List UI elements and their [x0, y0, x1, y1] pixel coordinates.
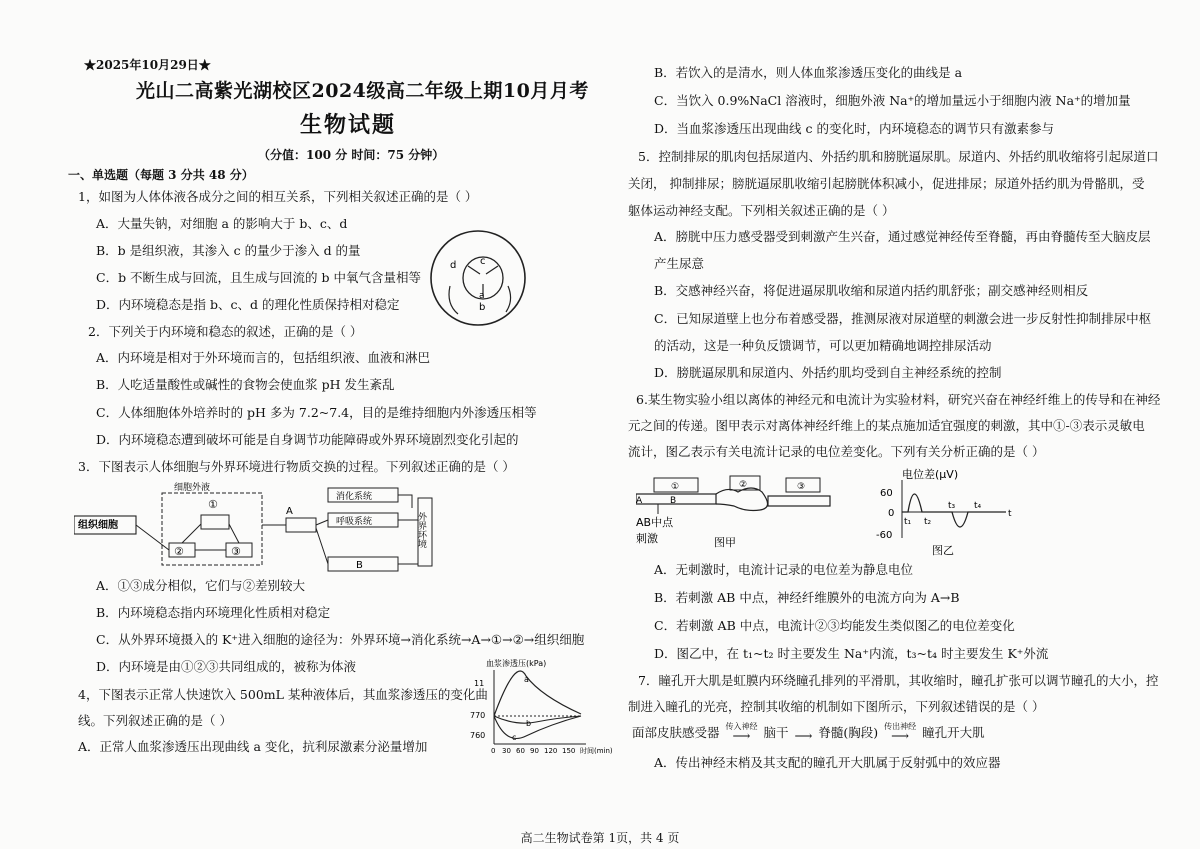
q6-option-d: D．图乙中，在 t₁~t₂ 时主要发生 Na⁺内流，t₃~t₄ 时主要发生 K⁺外流: [654, 646, 1049, 661]
q7-efferent-label: 传出神经: [884, 722, 917, 731]
q3-label-a: A: [286, 506, 293, 517]
q7-receptor: 面部皮肤感受器: [632, 725, 720, 740]
q2-option-c: C．人体细胞体外培养时的 pH 多为 7.2~7.4，目的是维持细胞内外渗透压相等: [96, 405, 537, 420]
q7-reflex-pathway: 面部皮肤感受器 传入神经 ⟶ 脑干 ⟶ 脊髓(胸段) 传出神经 ⟶ 瞳孔开大肌: [632, 722, 985, 743]
q2-stem: 2．下列关于内环境和稳态的叙述，正确的是（ ）: [88, 324, 363, 339]
q4-option-a: A．正常人血浆渗透压出现曲线 a 变化，抗利尿激素分泌量增加: [78, 739, 428, 754]
q6-point-a: A: [636, 496, 643, 506]
q6-yi-t1: t₁: [904, 517, 912, 527]
exam-meta: （分值：100 分 时间：75 分钟）: [258, 148, 445, 162]
q5-option-a-line1: A．膀胱中压力感受器受到刺激产生兴奋，通过感觉神经传至脊髓，再由脊髓传至大脑皮层: [654, 229, 1151, 244]
q7-option-a: A．传出神经末梢及其支配的瞳孔开大肌属于反射弧中的效应器: [654, 755, 1001, 770]
q3-stem: 3．下图表示人体细胞与外界环境进行物质交换的过程。下列叙述正确的是（ ）: [78, 459, 515, 474]
q6-yi-y0: 0: [888, 508, 895, 519]
q7-arrow-efferent: 传出神经 ⟶: [884, 722, 917, 743]
q1-option-a: A．大量失钠，对细胞 a 的影响大于 b、c、d: [96, 216, 348, 231]
q4-xtick-30: 30: [502, 747, 511, 755]
q6-meter-2: ②: [739, 480, 748, 490]
q4-ylabel: 血浆渗透压(kPa): [486, 659, 547, 668]
q4-ytick-top: 11: [474, 679, 485, 688]
q6-stim-label-2: 刺激: [636, 532, 658, 545]
q4-xtick-120: 120: [544, 747, 558, 755]
exam-date: ★2025年10月29日★: [84, 58, 211, 72]
q4-xtick-60: 60: [516, 747, 525, 755]
q6-stem-line1: 6.某生物实验小组以离体的神经元和电流计为实验材料，研究兴奋在神经纤维上的传导和在神经: [636, 392, 1161, 407]
q6-option-c: C．若刺激 AB 中点，电流计②③均能发生类似图乙的电位差变化: [654, 618, 1015, 633]
q1-option-b: B．b 是组织液，其渗入 c 的量少于渗入 d 的量: [96, 243, 361, 258]
q6-yi-y60: 60: [880, 488, 893, 499]
q1-option-d: D．内环境稳态是指 b、c、d 的理化性质保持相对稳定: [96, 297, 400, 312]
q6-stem-line2: 元之间的传递。图甲表示对离体神经纤维上的某点施加适宜强度的刺激，其中①-③表示灵敏电: [628, 418, 1145, 433]
q5-stem-line1: 5．控制排尿的肌肉包括尿道内、外括约肌和膀胱逼尿肌。尿道内、外括约肌收缩将引起尿道口: [638, 149, 1159, 164]
q1-option-c: C．b 不断生成与回流，且生成与回流的 b 中氧气含量相等: [96, 270, 421, 285]
q4-option-b: B．若饮入的是清水，则人体血浆渗透压变化的曲线是 a: [654, 65, 963, 80]
q3-tissue-label: 组织细胞: [78, 520, 118, 531]
q4-option-c: C．当饮入 0.9%NaCl 溶液时，细胞外液 Na⁺的增加量远小于细胞内液 Na⁺的增加量: [654, 93, 1131, 108]
q7-brainstem: 脑干: [763, 725, 789, 740]
q5-option-d: D．膀胱逼尿肌和尿道内、外括约肌均受到自主神经系统的控制: [654, 365, 1002, 380]
q5-option-b: B．交感神经兴奋，将促进逼尿肌收缩和尿道内括约肌舒张；副交感神经则相反: [654, 283, 1089, 298]
q1-label-b: b: [479, 302, 486, 313]
q1-label-c: c: [480, 256, 486, 267]
q6-yi-t2: t₂: [924, 517, 932, 527]
q4-curve-b: b: [526, 719, 532, 728]
q6-stim-label-1: AB中点: [636, 516, 674, 529]
q1-label-d: d: [450, 260, 457, 271]
q6-meter-1: ①: [671, 482, 680, 492]
q5-stem-line3: 躯体运动神经支配。下列相关叙述正确的是（ ）: [628, 203, 895, 218]
q1-fluid-diagram: [428, 226, 528, 330]
q6-option-b: B．若刺激 AB 中点，神经纤维膜外的电流方向为 A→B: [654, 590, 960, 605]
q3-label-b: B: [356, 560, 363, 571]
section-heading: 一、单选题（每题 3 分共 48 分）: [68, 168, 254, 182]
q6-figure-yi-caption: 图乙: [932, 544, 954, 557]
q6-option-a: A．无刺激时，电流计记录的电位差为静息电位: [654, 562, 914, 577]
q7-stem-line2: 制进入瞳孔的光亮，控制其收缩的机制如下图所示，下列叙述错误的是（ ）: [628, 699, 1045, 714]
q6-stem-line3: 流计，图乙表示有关电流计记录的电位差变化。下列有关分析正确的是（ ）: [628, 444, 1045, 459]
q4-stem-line2: 线。下列叙述正确的是（ ）: [78, 713, 232, 728]
q6-figure-yi: [856, 466, 1036, 558]
q2-option-a: A．内环境是相对于外环境而言的，包括组织液、血液和淋巴: [96, 350, 431, 365]
q3-circle-1: ①: [208, 498, 218, 511]
q4-xtick-0: 0: [491, 747, 496, 755]
q2-option-b: B．人吃适量酸性或碱性的食物会使血浆 pH 发生紊乱: [96, 377, 395, 392]
q3-exchange-diagram: [74, 478, 474, 578]
exam-title: 光山二高紫光湖校区2024级高二年级上期10月月考: [136, 80, 589, 102]
q6-figure-jia: [636, 470, 836, 552]
q2-option-d: D．内环境稳态遭到破坏可能是自身调节功能障碍或外界环境剧烈变化引起的: [96, 432, 519, 447]
q4-ytick-760: 760: [470, 731, 486, 740]
q7-afferent-label: 传入神经: [725, 722, 758, 731]
q3-circle-2: ②: [174, 545, 184, 558]
q5-option-c-line2: 的活动，这是一种负反馈调节，可以更加精确地调控排尿活动: [654, 338, 992, 353]
q5-option-c-line1: C．已知尿道壁上也分布着感受器，推测尿液对尿道壁的刺激会进一步反射性抑制排尿中枢: [654, 311, 1152, 326]
q4-ytick-770: 770: [470, 711, 486, 720]
q7-stem-line1: 7．瞳孔开大肌是虹膜内环绕瞳孔排列的平滑肌，其收缩时，瞳孔扩张可以调节瞳孔的大小，控: [638, 673, 1159, 688]
q3-resp-label: 呼吸系统: [336, 517, 373, 527]
q4-xtick-150: 150: [562, 747, 576, 755]
q4-option-d: D．当血浆渗透压出现曲线 c 的变化时，内环境稳态的调节只有激素参与: [654, 121, 1054, 136]
q4-xtick-90: 90: [530, 747, 539, 755]
q3-option-c: C．从外界环境摄入的 K⁺进入细胞的途径为：外界环境→消化系统→A→①→②→组织细胞: [96, 632, 585, 647]
q5-stem-line2: 关闭， 抑制排尿；膀胱逼尿肌收缩引起膀胱体积减小，促进排尿；尿道外括约肌为骨骼肌，受: [628, 176, 1145, 191]
q6-yi-ylabel: 电位差(μV): [902, 468, 959, 481]
q4-curve-a: a: [524, 675, 529, 684]
q6-yi-t: t: [1008, 509, 1012, 519]
q6-meter-3: ③: [797, 482, 806, 492]
q4-curve-c: c: [512, 733, 517, 742]
q3-outside-label: 外界环境: [416, 512, 426, 548]
q6-figure-jia-caption: 图甲: [714, 536, 736, 549]
q3-extracellular-label: 细胞外液: [174, 483, 211, 493]
q4-xlabel: 时间(min): [580, 747, 613, 755]
q6-yi-t4: t₄: [974, 501, 982, 511]
q4-osmotic-chart: [466, 656, 636, 756]
q3-circle-3: ③: [231, 545, 241, 558]
q1-stem: 1，如图为人体体液各成分之间的相互关系，下列相关叙述正确的是（ ）: [78, 189, 478, 204]
subject-title: 生物试题: [300, 112, 397, 138]
q3-option-b: B．内环境稳态指内环境理化性质相对稳定: [96, 605, 331, 620]
q6-point-b: B: [670, 496, 677, 506]
q7-spinal-cord: 脊髓(胸段): [818, 725, 879, 740]
q3-digest-label: 消化系统: [336, 492, 373, 502]
q3-option-a: A．①③成分相似，它们与②差别较大: [96, 578, 306, 593]
q7-arrow-afferent: 传入神经 ⟶: [725, 722, 758, 743]
q3-option-d: D．内环境是由①②③共同组成的，被称为体液: [96, 659, 357, 674]
q4-stem-line1: 4，下图表示正常人快速饮入 500mL 某种液体后，其血浆渗透压的变化曲: [78, 687, 488, 702]
q7-dilator-muscle: 瞳孔开大肌: [922, 725, 985, 740]
q6-yi-yneg60: -60: [876, 530, 893, 541]
q5-option-a-line2: 产生尿意: [654, 256, 705, 271]
page-footer: 高二生物试卷第 1页，共 4 页: [520, 831, 680, 845]
q1-label-a: a: [479, 291, 485, 301]
q6-yi-t3: t₃: [948, 501, 956, 511]
